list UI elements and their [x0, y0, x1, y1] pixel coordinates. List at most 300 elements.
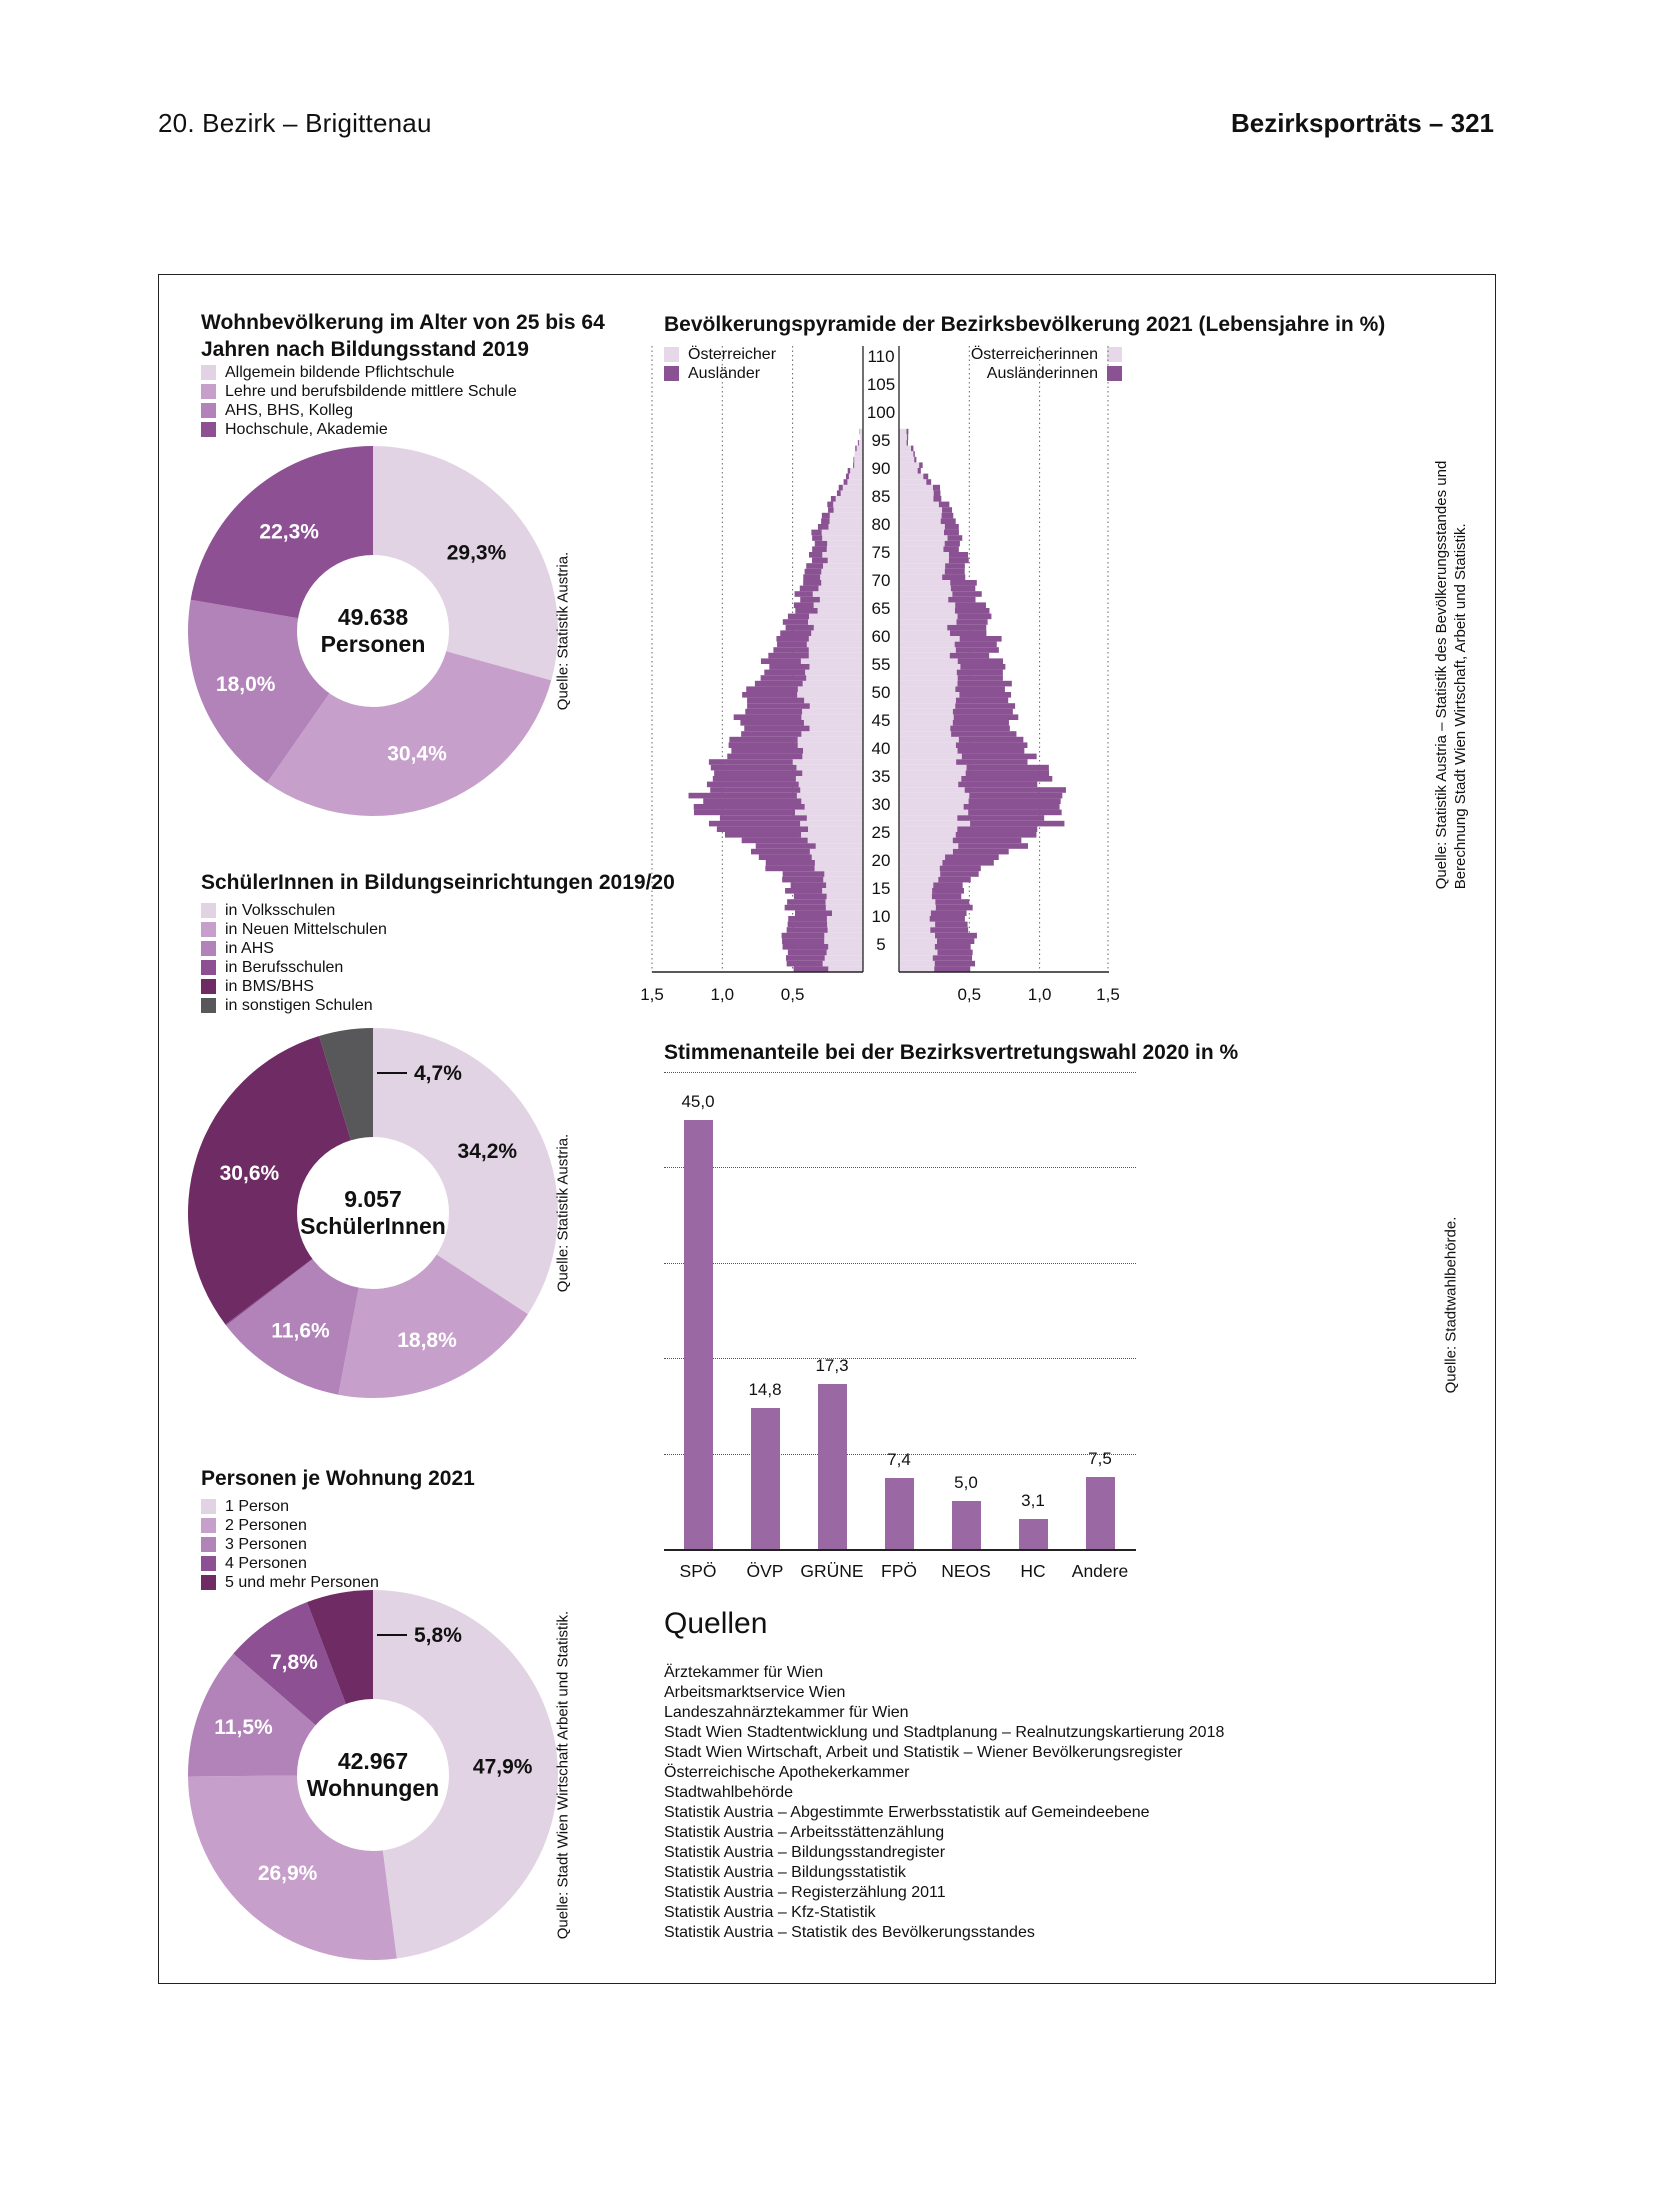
pyramid-bar-female-foreign: [956, 698, 1008, 704]
pupils-donut: [183, 1023, 563, 1403]
bar-value-label: 7,5: [1088, 1449, 1112, 1469]
legend-swatch: [201, 1518, 216, 1533]
pyramid-bar-female-austrian: [899, 922, 935, 928]
pyramid-bar-female-austrian: [899, 748, 958, 754]
pyramid-bar-male-foreign: [755, 681, 803, 687]
bar-HC: [1019, 1519, 1048, 1549]
pyramid-bar-female-austrian: [899, 804, 964, 810]
pyramid-bar-male-foreign: [812, 558, 828, 564]
pyramid-bar-female-foreign: [950, 630, 986, 636]
legend-label: AHS, BHS, Kolleg: [225, 401, 354, 419]
pyramid-bar-male-foreign: [800, 597, 820, 603]
source-item: Landeszahnärztekammer für Wien: [664, 1704, 909, 1721]
pyramid-bar-male-foreign: [794, 602, 814, 608]
pyramid-bar-female-foreign: [958, 782, 1037, 788]
pyramid-bar-male-foreign: [747, 698, 804, 704]
legend-label: Allgemein bildende Pflichtschule: [225, 363, 455, 381]
pyramid-bar-female-austrian: [899, 759, 956, 765]
pyramid-bar-male-foreign: [795, 910, 832, 916]
age-tick-label: 50: [871, 683, 891, 702]
pyramid-bar-male-foreign: [795, 608, 817, 614]
pyramid-bar-male-austrian: [809, 647, 863, 653]
slice-label: 5,8%: [414, 1624, 462, 1647]
pyramid-bar-male-foreign: [786, 625, 814, 631]
pyramid-bar-female-foreign: [943, 546, 958, 552]
pyramid-bar-male-austrian: [809, 653, 863, 659]
pyramid-bar-male-austrian: [822, 535, 863, 541]
pyramid-bar-female-foreign: [913, 451, 915, 457]
education-donut-center: 49.638 Personen: [320, 604, 426, 657]
pyramid-bar-female-foreign: [962, 754, 1037, 760]
slice-label: 11,6%: [271, 1319, 330, 1343]
pyramid-bar-female-foreign: [968, 810, 1061, 816]
pyramid-bar-male-foreign: [837, 490, 841, 496]
pyramid-bar-male-foreign: [742, 692, 797, 698]
legend-swatch: [201, 941, 216, 956]
pyramid-bar-male-austrian: [814, 602, 863, 608]
pyramid-bar-male-austrian: [800, 787, 863, 793]
pyramid-bar-female-foreign: [956, 832, 1037, 838]
pyramid-bar-male-austrian: [821, 569, 863, 575]
pyramid-bar-male-austrian: [801, 798, 863, 804]
pyramid-bar-female-foreign: [955, 642, 997, 648]
pyramid-bar-male-austrian: [854, 457, 863, 463]
legend-label: in Berufsschulen: [225, 958, 344, 976]
bar-category-label: ÖVP: [746, 1561, 784, 1581]
pyramid-bar-female-austrian: [899, 927, 930, 933]
pyramid-bar-female-austrian: [899, 714, 954, 720]
education-legend: [201, 363, 517, 439]
pyramid-bar-male-foreign: [858, 440, 859, 446]
pyramid-bar-male-foreign: [783, 619, 808, 625]
pyramid-bar-male-austrian: [825, 955, 863, 961]
legend-label: 5 und mehr Personen: [225, 1573, 379, 1591]
pyramid-bar-male-foreign: [717, 826, 808, 832]
pyramid-bar-male-austrian: [827, 546, 863, 552]
pyramid-bar-male-foreign: [803, 574, 820, 580]
pyramid-bar-female-foreign: [945, 854, 999, 860]
pyramid-bar-male-austrian: [799, 782, 863, 788]
pyramid-bar-male-foreign: [815, 541, 827, 547]
pyramid-bar-female-foreign: [956, 742, 1027, 748]
pyramid-bar-female-foreign: [961, 776, 1052, 782]
pyramid-bar-female-austrian: [899, 664, 960, 670]
legend-item: [201, 920, 387, 939]
legend-item: [201, 901, 387, 920]
legend-label: Ausländerinnen: [986, 364, 1098, 382]
pyramid-bar-female-austrian: [899, 451, 913, 457]
pyramid-bar-female-foreign: [945, 569, 965, 575]
pyramid-bar-male-austrian: [797, 793, 863, 799]
pyramid-bar-male-austrian: [828, 944, 863, 950]
pyramid-bar-male-foreign: [795, 591, 813, 597]
pyramid-bar-female-foreign: [958, 675, 1003, 681]
pyramid-bar-male-foreign: [713, 776, 796, 782]
sources-heading: Quellen: [664, 1607, 768, 1640]
pyramid-bar-female-foreign: [965, 787, 1066, 793]
pyramid-bar-female-austrian: [899, 546, 943, 552]
pyramid-bar-male-austrian: [815, 866, 863, 872]
pyramid-bar-male-austrian: [841, 490, 863, 496]
legend-label: 1 Person: [225, 1497, 290, 1515]
source-item: Stadt Wien Wirtschaft, Arbeit und Statistik – Wiener Bevölkerungsregister: [664, 1744, 1183, 1761]
pyramid-bar-female-austrian: [899, 530, 944, 536]
legend-item: [201, 958, 387, 977]
pyramid-bar-female-foreign: [953, 720, 1009, 726]
pyramid-bar-male-foreign: [741, 731, 801, 737]
age-tick-label: 95: [871, 431, 891, 450]
pyramid-bar-male-austrian: [803, 681, 863, 687]
pyramid-bar-male-austrian: [803, 748, 863, 754]
pyramid-bar-male-austrian: [795, 810, 863, 816]
pyramid-bar-female-foreign: [948, 597, 975, 603]
legend-label: Österreicherinnen: [970, 345, 1098, 363]
legend-label: 4 Personen: [225, 1554, 307, 1572]
source-item: Statistik Austria – Bildungsstatistik: [664, 1864, 906, 1881]
pyramid-bar-female-austrian: [899, 866, 940, 872]
pyramid-bar-male-foreign: [809, 552, 822, 558]
pyramid-bar-male-foreign: [827, 502, 833, 508]
pyramid-bar-female-austrian: [899, 602, 955, 608]
age-tick-label: 35: [871, 767, 891, 786]
pyramid-bar-male-austrian: [801, 714, 863, 720]
pyramid-bar-female-foreign: [935, 922, 967, 928]
pyramid-bar-male-austrian: [847, 479, 863, 485]
pyramid-bar-male-foreign: [740, 720, 804, 726]
pyramid-bar-female-austrian: [899, 619, 956, 625]
age-tick-label: 110: [867, 347, 895, 366]
legend-swatch: [201, 903, 216, 918]
pyramid-bar-female-foreign: [950, 580, 977, 586]
slice-label: 26,9%: [257, 1862, 318, 1885]
pyramid-bar-male-austrian: [828, 524, 863, 530]
pyramid-bar-female-austrian: [899, 776, 961, 782]
pyramid-bar-female-austrian: [899, 882, 933, 888]
slice-label: 18,8%: [397, 1329, 457, 1352]
age-tick-label: 40: [871, 739, 891, 758]
pyramid-bar-female-austrian: [899, 754, 962, 760]
age-tick-label: 20: [871, 851, 891, 870]
pyramid-bar-male-foreign: [742, 838, 808, 844]
legend-item: [201, 1535, 379, 1554]
pyramid-bar-male-foreign: [785, 888, 822, 894]
pyramid-bar-male-austrian: [810, 849, 863, 855]
pyramid-bar-female-foreign: [959, 737, 1024, 743]
source-item: Statistik Austria – Statistik des Bevölkerungsstandes: [664, 1924, 1035, 1941]
pyramid-bar-female-austrian: [899, 905, 936, 911]
pyramid-bar-female-foreign: [919, 462, 923, 468]
age-tick-label: 5: [876, 935, 886, 954]
pyramid-bar-male-austrian: [826, 882, 863, 888]
pyramid-bar-male-foreign: [703, 798, 801, 804]
legend-item: [201, 939, 387, 958]
pyramid-bar-male-foreign: [764, 670, 805, 676]
legend-label: in AHS: [225, 939, 274, 957]
pyramid-bar-female-foreign: [958, 614, 992, 620]
pyramid-bar-female-foreign: [934, 490, 941, 496]
pyramid-bar-female-austrian: [899, 574, 942, 580]
pyramid-bar-male-foreign: [787, 899, 825, 905]
pyramid-bar-male-austrian: [804, 698, 863, 704]
pyramid-bar-female-foreign: [966, 770, 1049, 776]
pyramid-bar-male-austrian: [822, 530, 863, 536]
pyramid-bar-female-austrian: [899, 826, 957, 832]
pyramid-bar-male-foreign: [812, 535, 822, 541]
pyramid-bar-female-foreign: [930, 927, 968, 933]
pyramid-bar-female-austrian: [899, 961, 935, 967]
pyramid-bar-male-austrian: [806, 675, 863, 681]
pyramid-bar-male-austrian: [836, 496, 863, 502]
pyramid-bar-male-foreign: [773, 647, 808, 653]
pyramid-bar-female-foreign: [932, 894, 961, 900]
pyramid-bar-female-foreign: [944, 530, 959, 536]
pyramid-bar-female-austrian: [899, 720, 953, 726]
pyramid-bar-male-foreign: [787, 927, 828, 933]
pyramid-bar-female-austrian: [899, 877, 938, 883]
pyramid-bar-female-foreign: [956, 759, 1027, 765]
pyramid-bar-female-foreign: [956, 647, 999, 653]
pyramid-bar-male-austrian: [824, 938, 863, 944]
pyramid-bar-male-austrian: [811, 630, 863, 636]
pyramid-bar-female-austrian: [899, 569, 945, 575]
x-tick-label: 1,0: [1027, 985, 1052, 1004]
pyramid-bar-male-austrian: [828, 966, 863, 972]
pyramid-bar-male-foreign: [694, 810, 795, 816]
source-item: Statistik Austria – Bildungsstandregister: [664, 1844, 946, 1861]
pyramid-bar-male-austrian: [834, 507, 863, 513]
pupils-legend: [201, 901, 387, 1015]
pyramid-bar-female-austrian: [899, 513, 942, 519]
pyramid-bar-female-austrian: [899, 950, 938, 956]
pyramid-bar-female-foreign: [911, 446, 913, 452]
pyramid-bar-female-austrian: [899, 642, 955, 648]
pyramid-bar-male-austrian: [826, 899, 863, 905]
pyramid-bar-female-foreign: [935, 961, 975, 967]
pyramid-bar-male-foreign: [846, 474, 849, 480]
pyramid-bar-female-foreign: [931, 910, 967, 916]
pyramid-bar-male-austrian: [826, 905, 863, 911]
pyramid-bar-female-austrian: [899, 703, 955, 709]
pyramid-bar-female-foreign: [942, 507, 952, 513]
pyramid-bar-female-austrian: [899, 821, 970, 827]
pyramid-bar-female-foreign: [960, 636, 1002, 642]
x-tick-label: 1,5: [640, 985, 664, 1004]
pyramid-bar-female-austrian: [899, 524, 945, 530]
pyramid-bar-female-austrian: [899, 731, 951, 737]
apartments-source: Quelle: Stadt Wien Wirtschaft Arbeit und Statistik.: [554, 1610, 572, 1940]
pyramid-bar-male-austrian: [823, 961, 863, 967]
pyramid-bar-male-foreign: [761, 658, 801, 664]
pyramid-bar-female-foreign: [926, 479, 931, 485]
bar-value-label: 45,0: [681, 1091, 715, 1111]
pyramid-bar-male-austrian: [827, 950, 863, 956]
pyramid-bar-female-austrian: [899, 966, 934, 972]
pyramid-bar-male-foreign: [806, 563, 823, 569]
age-tick-label: 45: [871, 711, 891, 730]
pyramid-bar-female-foreign: [953, 849, 1009, 855]
pyramid-bar-female-austrian: [899, 854, 945, 860]
legend-item: [201, 382, 517, 401]
page-header-district: 20. Bezirk – Brigittenau: [158, 108, 432, 138]
legend-swatch: [201, 998, 216, 1013]
legend-swatch: [201, 1537, 216, 1552]
pyramid-bar-female-austrian: [899, 860, 942, 866]
pyramid-bar-female-austrian: [899, 698, 956, 704]
pyramid-bar-female-foreign: [907, 434, 908, 440]
source-item: Stadt Wien Stadtentwicklung und Stadtplanung – Realnutzungskartierung 2018: [664, 1724, 1225, 1741]
pyramid-bar-female-austrian: [899, 737, 959, 743]
pyramid-bar-male-foreign: [694, 804, 805, 810]
pyramid-bar-male-austrian: [802, 770, 863, 776]
pupils-donut-center: 9.057 SchülerInnen: [300, 1186, 446, 1239]
pyramid-bar-female-austrian: [899, 429, 906, 435]
pyramid-bar-male-austrian: [827, 894, 863, 900]
pyramid-bar-female-foreign: [969, 798, 1061, 804]
pyramid-bar-male-foreign: [729, 737, 797, 743]
pyramid-bar-male-foreign: [734, 714, 802, 720]
slice-label: 18,0%: [215, 673, 276, 697]
pyramid-bar-male-foreign: [746, 686, 798, 692]
source-item: Statistik Austria – Kfz-Statistik: [664, 1904, 876, 1921]
pyramid-bar-female-austrian: [899, 496, 933, 502]
x-tick-label: 0,5: [957, 985, 982, 1004]
pyramid-bar-female-foreign: [940, 866, 981, 872]
pyramid-bar-female-foreign: [938, 950, 973, 956]
pyramid-bar-female-austrian: [899, 916, 930, 922]
pyramid-bar-female-foreign: [934, 966, 970, 972]
pyramid-bar-female-foreign: [955, 686, 1005, 692]
age-tick-label: 25: [871, 823, 891, 842]
legend-label: in sonstigen Schulen: [225, 996, 373, 1014]
pyramid-bar-female-foreign: [970, 821, 1064, 827]
pyramid-bar-female-austrian: [899, 541, 945, 547]
pyramid-bar-male-austrian: [807, 642, 863, 648]
pyramid-bar-female-austrian: [899, 591, 952, 597]
pyramid-bar-male-austrian: [827, 541, 863, 547]
bar-value-label: 7,4: [887, 1450, 911, 1470]
bar-Andere: [1086, 1477, 1115, 1549]
pyramid-bar-male-foreign: [821, 518, 829, 524]
pyramid-bar-female-foreign: [932, 888, 964, 894]
age-tick-label: 10: [871, 907, 891, 926]
pyramid-bar-male-foreign: [831, 496, 836, 502]
pyramid-bar-male-foreign: [783, 944, 829, 950]
legend-swatch: [201, 979, 216, 994]
pyramid-bar-female-austrian: [899, 899, 935, 905]
bar-gridline: [664, 1072, 1136, 1073]
pyramid-bar-female-foreign: [955, 602, 986, 608]
bar-gridline: [664, 1263, 1136, 1264]
pyramid-bar-male-austrian: [800, 821, 863, 827]
sources-list: [664, 1663, 1224, 1943]
x-tick-label: 1,5: [1096, 985, 1120, 1004]
pyramid-bar-male-foreign: [839, 485, 843, 491]
pyramid-bar-male-austrian: [804, 720, 863, 726]
pyramid-bar-male-foreign: [776, 636, 808, 642]
pyramid-bar-male-foreign: [855, 446, 856, 452]
pyramid-bar-male-foreign: [848, 468, 850, 474]
slice-label: 11,5%: [214, 1716, 273, 1740]
slice-label: 29,3%: [446, 541, 507, 565]
pyramid-bar-male-foreign: [844, 479, 848, 485]
legend-swatch: [201, 1499, 216, 1514]
pyramid-bar-female-foreign: [937, 938, 974, 944]
slice-label: 34,2%: [457, 1140, 518, 1164]
source-item: Österreichische Apothekerkammer: [664, 1764, 910, 1781]
pyramid-bar-male-foreign: [786, 955, 825, 961]
pyramid-bar-female-austrian: [899, 518, 941, 524]
pyramid-bar-male-foreign: [803, 580, 821, 586]
legend-label: Hochschule, Akademie: [225, 420, 388, 438]
pyramid-bar-female-austrian: [899, 871, 940, 877]
pupils-source: Quelle: Statistik Austria.: [554, 1133, 572, 1293]
pyramid-bar-male-austrian: [802, 709, 863, 715]
pyramid-bar-male-foreign: [707, 782, 799, 788]
pyramid-bar-female-foreign: [957, 670, 1003, 676]
pyramid-bar-female-austrian: [899, 770, 966, 776]
pyramid-bar-female-foreign: [935, 944, 971, 950]
pyramid-bar-male-foreign: [729, 742, 798, 748]
pyramid-bar-female-foreign: [956, 619, 987, 625]
bar-GRÜNE: [818, 1384, 847, 1549]
legend-item: [201, 977, 387, 996]
bar-gridline: [664, 1358, 1136, 1359]
source-item: Statistik Austria – Abgestimmte Erwerbsstatistik auf Gemeindeebene: [664, 1804, 1150, 1821]
age-tick-label: 70: [871, 571, 891, 590]
pyramid-bar-female-foreign: [960, 664, 1005, 670]
pyramid-bar-male-austrian: [798, 742, 863, 748]
pyramid-bar-female-austrian: [899, 933, 935, 939]
x-tick-label: 1,0: [710, 985, 735, 1004]
pyramid-bar-male-foreign: [768, 653, 808, 659]
pyramid-bar-male-foreign: [710, 787, 800, 793]
education-donut: [183, 441, 563, 821]
legend-label: Österreicher: [688, 345, 777, 363]
pyramid-bar-female-austrian: [899, 838, 953, 844]
legend-label: in Neuen Mittelschulen: [225, 920, 387, 938]
pyramid-bar-male-austrian: [850, 468, 863, 474]
pyramid-bar-male-austrian: [808, 619, 863, 625]
pyramid-bar-female-foreign: [938, 877, 970, 883]
pyramid-bar-male-austrian: [855, 451, 863, 457]
education-chart-title: Wohnbevölkerung im Alter von 25 bis 64 Jahren nach Bildungsstand 2019: [201, 311, 605, 361]
pyramid-bar-male-austrian: [796, 765, 863, 771]
pyramid-bar-male-foreign: [727, 754, 802, 760]
pyramid-bar-male-austrian: [805, 804, 863, 810]
pyramid-bar-male-austrian: [824, 871, 863, 877]
pyramid-bar-female-foreign: [933, 882, 962, 888]
pyramid-bar-female-foreign: [945, 524, 959, 530]
pyramid-bar-female-austrian: [899, 563, 945, 569]
legend-label: in BMS/BHS: [225, 977, 314, 995]
legend-item: [201, 363, 517, 382]
age-tick-label: 85: [871, 487, 891, 506]
legend-item: [201, 1516, 379, 1535]
legend-swatch: [1107, 366, 1122, 381]
apartments-chart-title: Personen je Wohnung 2021: [201, 1467, 475, 1490]
pyramid-bar-female-austrian: [899, 446, 911, 452]
pyramid-bar-female-austrian: [899, 810, 968, 816]
pyramid-bar-female-austrian: [899, 670, 957, 676]
pyramid-bar-male-foreign: [788, 614, 809, 620]
pyramid-bar-female-foreign: [947, 625, 986, 631]
bar-value-label: 3,1: [1021, 1491, 1045, 1511]
pyramid-bar-female-austrian: [899, 849, 953, 855]
pyramid-bar-male-austrian: [810, 726, 863, 732]
pyramid-bar-female-foreign: [959, 692, 1011, 698]
pyramid-bar-female-austrian: [899, 462, 919, 468]
pyramid-source: Quelle: Statistik Austria – Statistik des Bevölkerungsstandes und Berechnung Stadt Wien Wirtschaft, Arbeit und Statistik.: [1433, 460, 1469, 890]
